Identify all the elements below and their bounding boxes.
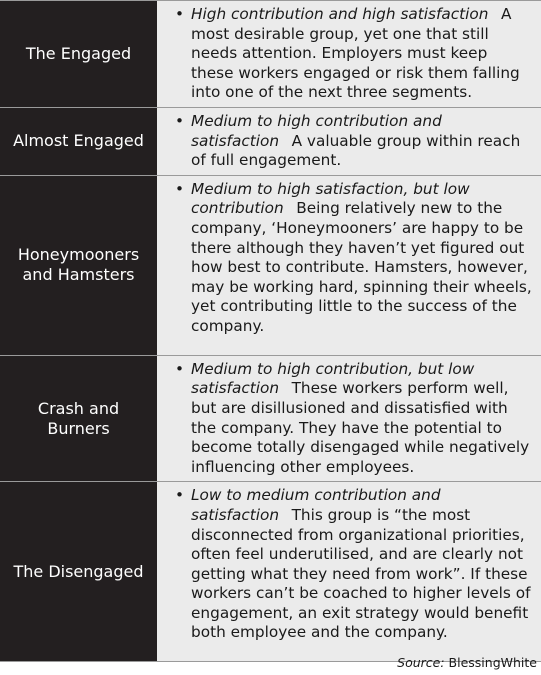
segment-name: The Engaged bbox=[0, 1, 157, 108]
segment-text: This group is “the most disconnected from organizational priorities, often feel underutilised, and are clearly not getting what they need from work”. If these workers can’t be coached to higher levels of engagement, an exit strategy would benefit both employee and the company. bbox=[191, 505, 531, 642]
segment-name: Crash and Burners bbox=[0, 355, 157, 482]
segment-description-cell bbox=[157, 355, 541, 482]
source-label: Source: bbox=[397, 655, 449, 670]
bullet-icon: • bbox=[175, 5, 185, 23]
segment-name: Almost Engaged bbox=[0, 107, 157, 175]
segment-heading: Medium to high contribution, but low satisfaction bbox=[191, 359, 475, 398]
segment-text: These workers perform well, but are disillusioned and dissatisfied with the company. They have the potential to become totally disengaged while negatively influencing other employees. bbox=[191, 379, 530, 476]
segment-description bbox=[157, 486, 533, 643]
table-row bbox=[0, 107, 541, 175]
table-row bbox=[0, 355, 541, 482]
segment-heading: Low to medium contribution and satisfaction bbox=[191, 486, 441, 524]
segment-text: A valuable group within reach of full engagement. bbox=[191, 131, 521, 170]
source-credit bbox=[397, 655, 537, 671]
segment-text: Being relatively new to the company, ‘Honeymooners’ are happy to be there although they haven’t yet figured out how best to contribute. Hamsters, however, may be working hard, spinning their wheels, yet contributing little to the success of the company. bbox=[191, 199, 532, 335]
segment-description bbox=[157, 112, 533, 171]
segment-description-cell bbox=[157, 175, 541, 355]
segment-description-cell bbox=[157, 107, 541, 175]
segment-description bbox=[157, 360, 533, 478]
segment-heading: High contribution and high satisfaction bbox=[191, 5, 497, 23]
bullet-icon: • bbox=[175, 179, 185, 198]
segment-heading: Medium to high satisfaction, but low contribution bbox=[191, 179, 470, 218]
segment-text: A most desirable group, yet one that still needs attention. Employers must keep these workers engaged or risk them falling into one of the next three segments. bbox=[191, 5, 520, 102]
bullet-icon: • bbox=[175, 359, 185, 378]
segment-description-cell bbox=[157, 1, 541, 108]
table-row bbox=[0, 482, 541, 662]
table-row bbox=[0, 175, 541, 355]
segment-description bbox=[157, 180, 533, 337]
segment-name: Honeymooners and Hamsters bbox=[0, 175, 157, 355]
segment-description bbox=[157, 5, 533, 103]
segment-heading: Medium to high contribution and satisfaction bbox=[191, 111, 442, 150]
segment-description-cell bbox=[157, 482, 541, 662]
bullet-icon: • bbox=[175, 486, 185, 505]
bullet-icon: • bbox=[175, 111, 185, 130]
source-value: BlessingWhite bbox=[448, 655, 537, 670]
table-row bbox=[0, 1, 541, 108]
segment-name: The Disengaged bbox=[0, 482, 157, 662]
